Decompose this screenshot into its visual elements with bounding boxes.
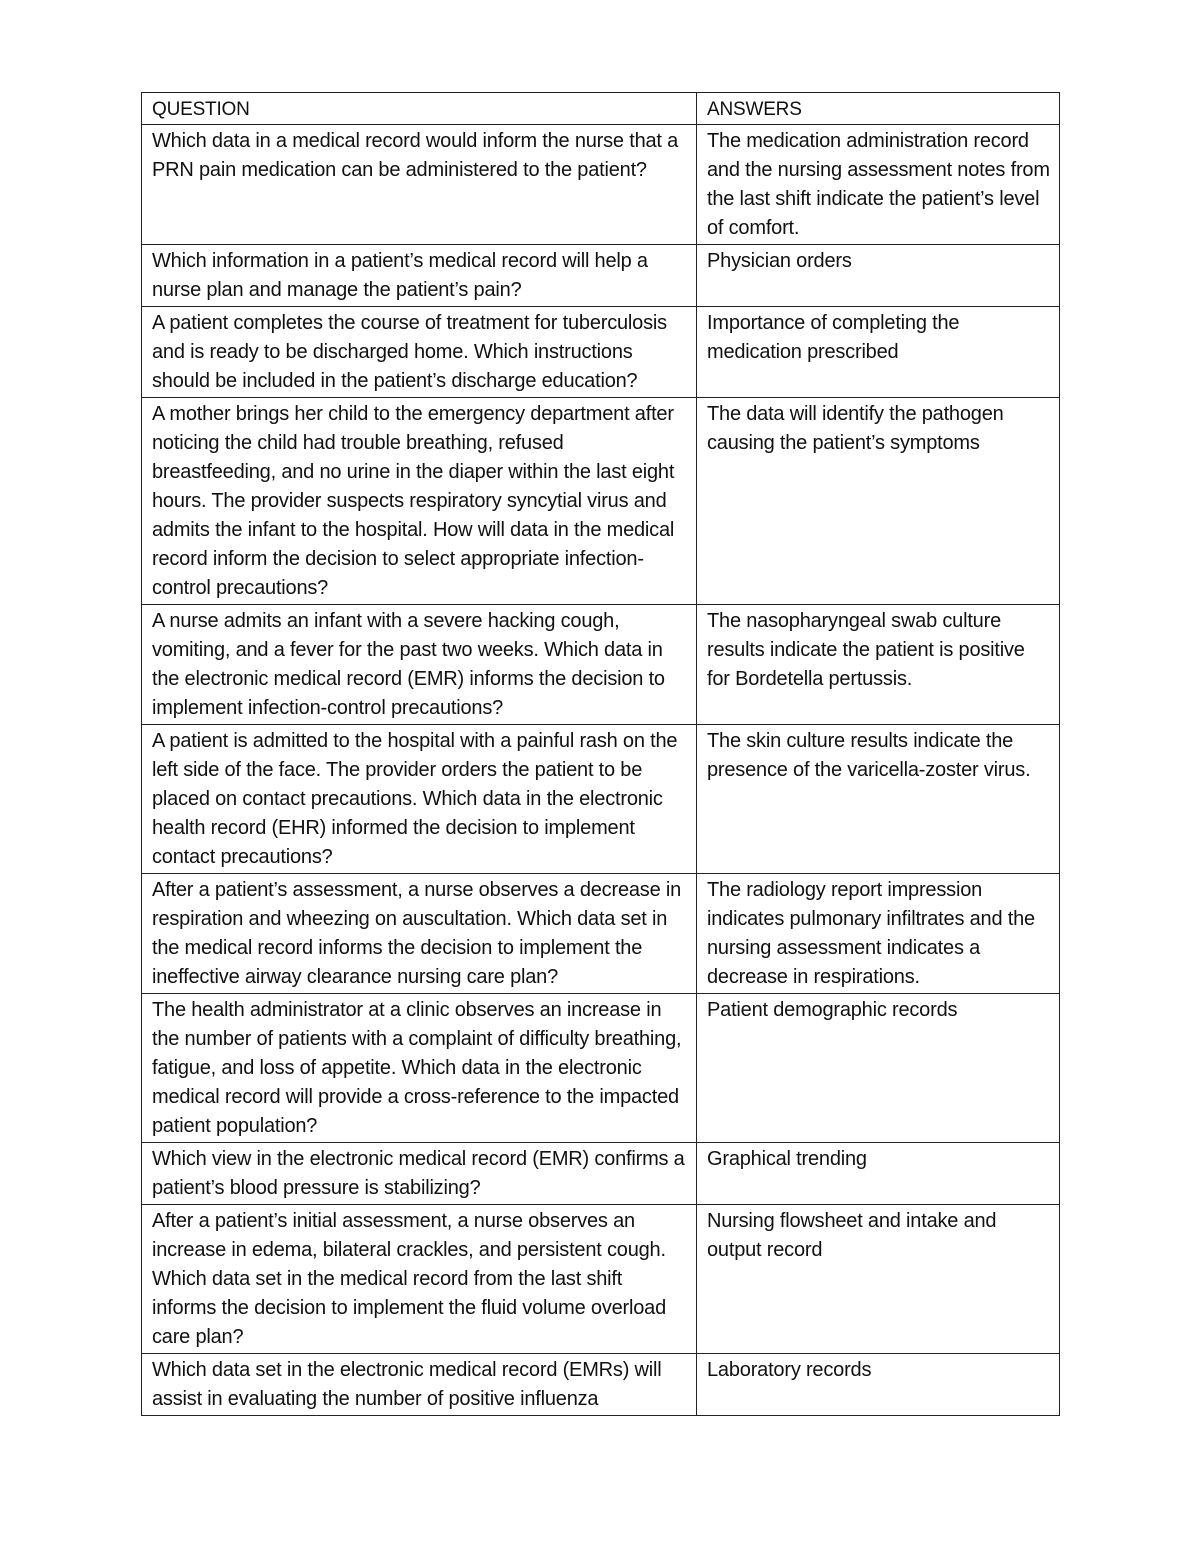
table-row — [142, 307, 1060, 398]
question-cell: A nurse admits an infant with a severe hacking cough, vomiting, and a fever for the past two weeks. Which data in the electronic medical record (EMR) informs the decision to implement infection-control precautions? — [142, 605, 697, 725]
question-cell: Which data set in the electronic medical record (EMRs) will assist in evaluating the number of positive influenza — [142, 1354, 697, 1416]
question-cell: After a patient’s assessment, a nurse observes a decrease in respiration and wheezing on auscultation. Which data set in the medical record informs the decision to implement the ineffective airway clearance nursing care plan? — [142, 874, 697, 994]
answer-cell: The radiology report impression indicates pulmonary infiltrates and the nursing assessment indicates a decrease in respirations. — [697, 874, 1060, 994]
answer-cell: Patient demographic records — [697, 994, 1060, 1143]
table-header-row — [142, 93, 1060, 125]
answer-cell: Laboratory records — [697, 1354, 1060, 1416]
question-cell: After a patient’s initial assessment, a nurse observes an increase in edema, bilateral crackles, and persistent cough. Which data set in the medical record from the last shift informs the decision to implement the fluid volume overload care plan? — [142, 1205, 697, 1354]
answer-cell: Graphical trending — [697, 1143, 1060, 1205]
table-row — [142, 725, 1060, 874]
question-column-header: QUESTION — [142, 93, 697, 125]
table-row — [142, 245, 1060, 307]
question-cell: A patient completes the course of treatment for tuberculosis and is ready to be discharged home. Which instructions should be included in the patient’s discharge education? — [142, 307, 697, 398]
answer-cell: Physician orders — [697, 245, 1060, 307]
answer-cell: The medication administration record and the nursing assessment notes from the last shift indicate the patient’s level of comfort. — [697, 125, 1060, 245]
question-cell: A patient is admitted to the hospital with a painful rash on the left side of the face. The provider orders the patient to be placed on contact precautions. Which data in the electronic health record (EHR) informed the decision to implement contact precautions? — [142, 725, 697, 874]
answer-cell: The skin culture results indicate the presence of the varicella-zoster virus. — [697, 725, 1060, 874]
table-row — [142, 605, 1060, 725]
table-row — [142, 874, 1060, 994]
table-row — [142, 398, 1060, 605]
table-row — [142, 994, 1060, 1143]
answer-cell: Nursing flowsheet and intake and output record — [697, 1205, 1060, 1354]
question-answer-table — [141, 92, 1060, 1416]
question-cell: Which data in a medical record would inform the nurse that a PRN pain medication can be administered to the patient? — [142, 125, 697, 245]
question-cell: The health administrator at a clinic observes an increase in the number of patients with a complaint of difficulty breathing, fatigue, and loss of appetite. Which data in the electronic medical record will provide a cross-reference to the impacted patient population? — [142, 994, 697, 1143]
table-row — [142, 1205, 1060, 1354]
answers-column-header: ANSWERS — [697, 93, 1060, 125]
question-cell: A mother brings her child to the emergency department after noticing the child had trouble breathing, refused breastfeeding, and no urine in the diaper within the last eight hours. The provider suspects respiratory syncytial virus and admits the infant to the hospital. How will data in the medical record inform the decision to select appropriate infection-control precautions? — [142, 398, 697, 605]
question-cell: Which information in a patient’s medical record will help a nurse plan and manage the patient’s pain? — [142, 245, 697, 307]
answer-cell: The nasopharyngeal swab culture results indicate the patient is positive for Bordetella pertussis. — [697, 605, 1060, 725]
table-row — [142, 125, 1060, 245]
table-row — [142, 1143, 1060, 1205]
answer-cell: Importance of completing the medication prescribed — [697, 307, 1060, 398]
question-cell: Which view in the electronic medical record (EMR) confirms a patient’s blood pressure is stabilizing? — [142, 1143, 697, 1205]
answer-cell: The data will identify the pathogen causing the patient’s symptoms — [697, 398, 1060, 605]
table-row — [142, 1354, 1060, 1416]
